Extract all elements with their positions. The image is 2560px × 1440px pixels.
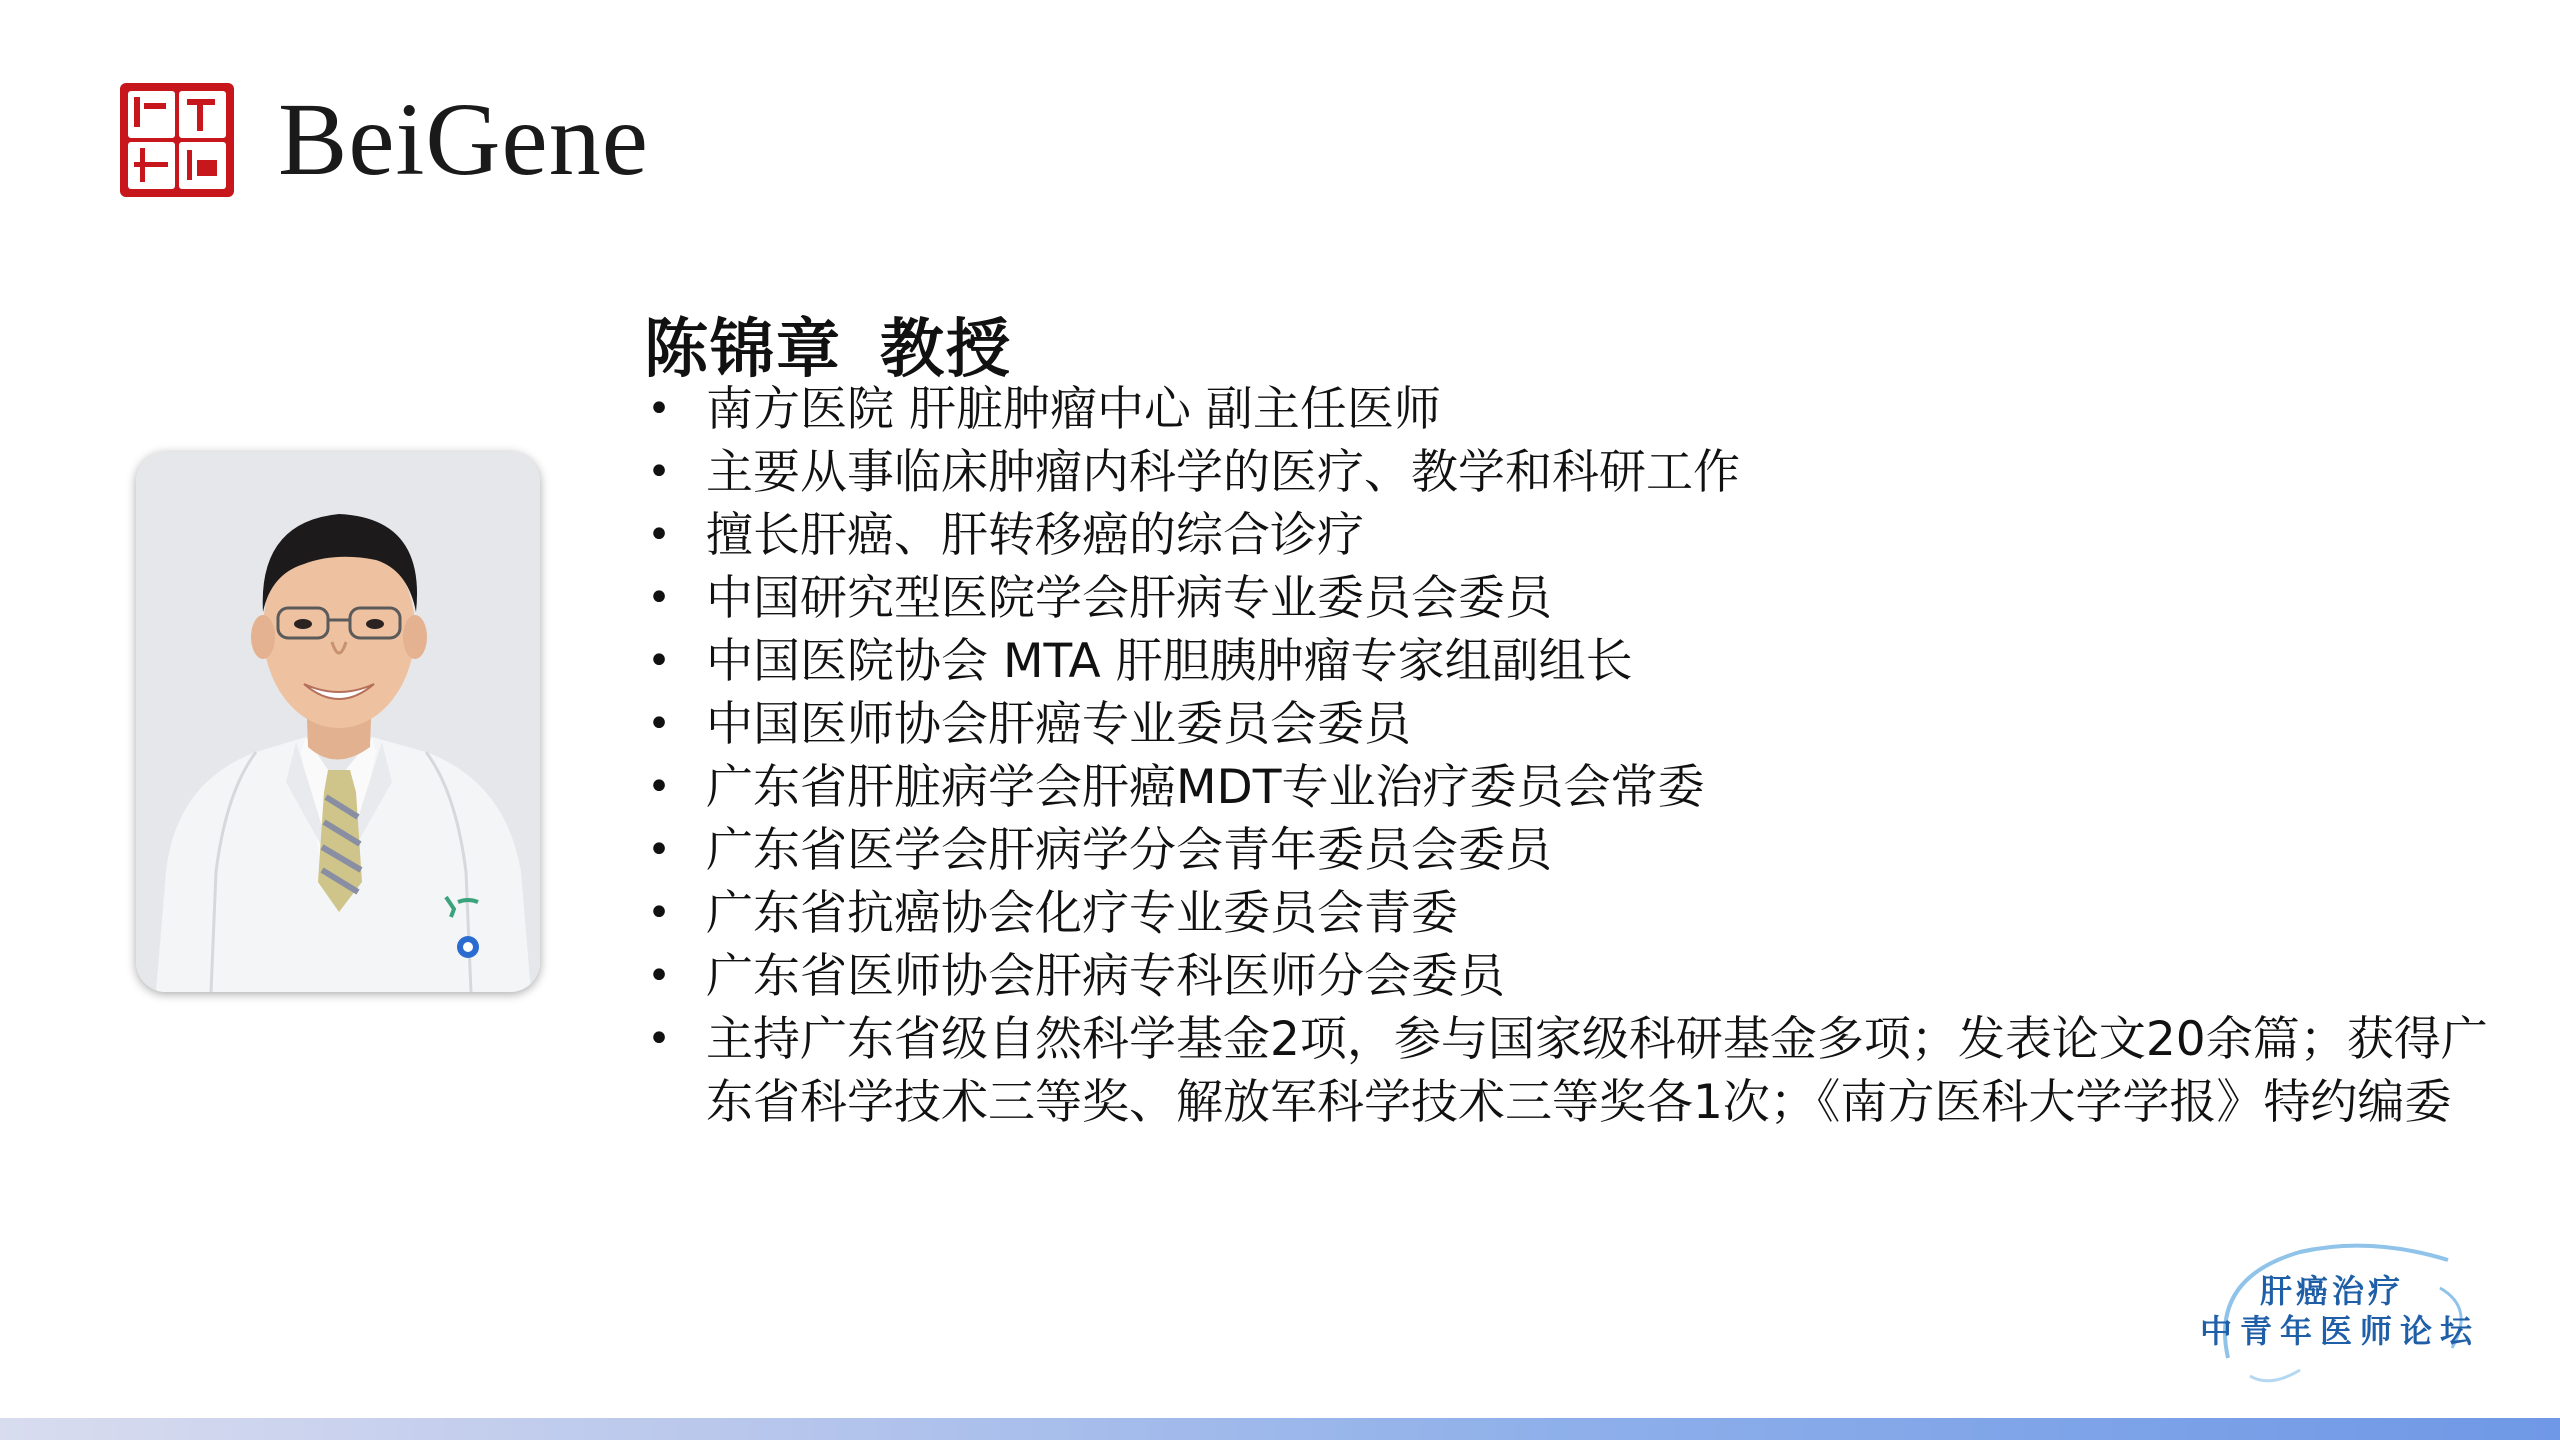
bio-item: • 中国医院协会 MTA 肝胆胰肿瘤专家组副组长 bbox=[644, 630, 2524, 693]
doctor-title: 教授 bbox=[880, 313, 1012, 387]
doctor-name-heading bbox=[644, 298, 1012, 390]
bio-list bbox=[644, 378, 2524, 1134]
bullet-icon: • bbox=[647, 449, 671, 495]
brand-name: BeiGene bbox=[278, 82, 649, 197]
bullet-icon: • bbox=[647, 701, 671, 747]
bullet-icon: • bbox=[647, 512, 671, 558]
bullet-icon: • bbox=[647, 638, 671, 684]
bio-item: • 广东省医师协会肝病专科医师分会委员 bbox=[644, 945, 2524, 1008]
forum-title-line1: 肝癌治疗 bbox=[2260, 1272, 2405, 1310]
bio-item: • 擅长肝癌、肝转移癌的综合诊疗 bbox=[644, 504, 2524, 567]
doctor-photo bbox=[136, 452, 540, 992]
bio-item: • 中国研究型医院学会肝病专业委员会委员 bbox=[644, 567, 2524, 630]
bullet-icon: • bbox=[647, 827, 671, 873]
bio-item: • 主持广东省级自然科学基金2项，参与国家级科研基金多项；发表论文20余篇；获得广东省科学技术三等奖、解放军科学技术三等奖各1次；《南方医科大学学报》特约编委 bbox=[644, 1008, 2524, 1134]
bio-item: • 南方医院 肝脏肿瘤中心 副主任医师 bbox=[644, 378, 2524, 441]
forum-logo bbox=[2190, 1238, 2490, 1388]
bio-item: • 广东省肝脏病学会肝癌MDT专业治疗委员会常委 bbox=[644, 756, 2524, 819]
forum-title-line2: 中青年医师论坛 bbox=[2200, 1312, 2481, 1350]
beigene-logo bbox=[120, 82, 649, 198]
beigene-seal-icon bbox=[120, 83, 234, 197]
bullet-icon: • bbox=[647, 575, 671, 621]
bullet-icon: • bbox=[647, 890, 671, 936]
bio-item: • 广东省抗癌协会化疗专业委员会青委 bbox=[644, 882, 2524, 945]
footer-gradient-bar bbox=[0, 1418, 2560, 1440]
bullet-icon: • bbox=[647, 764, 671, 810]
bullet-icon: • bbox=[647, 386, 671, 432]
bio-item: • 主要从事临床肿瘤内科学的医疗、教学和科研工作 bbox=[644, 441, 2524, 504]
bio-item: • 中国医师协会肝癌专业委员会委员 bbox=[644, 693, 2524, 756]
bio-item: • 广东省医学会肝病学分会青年委员会委员 bbox=[644, 819, 2524, 882]
bullet-icon: • bbox=[647, 953, 671, 999]
doctor-name: 陈锦章 bbox=[644, 313, 842, 387]
bullet-icon: • bbox=[647, 1016, 671, 1062]
